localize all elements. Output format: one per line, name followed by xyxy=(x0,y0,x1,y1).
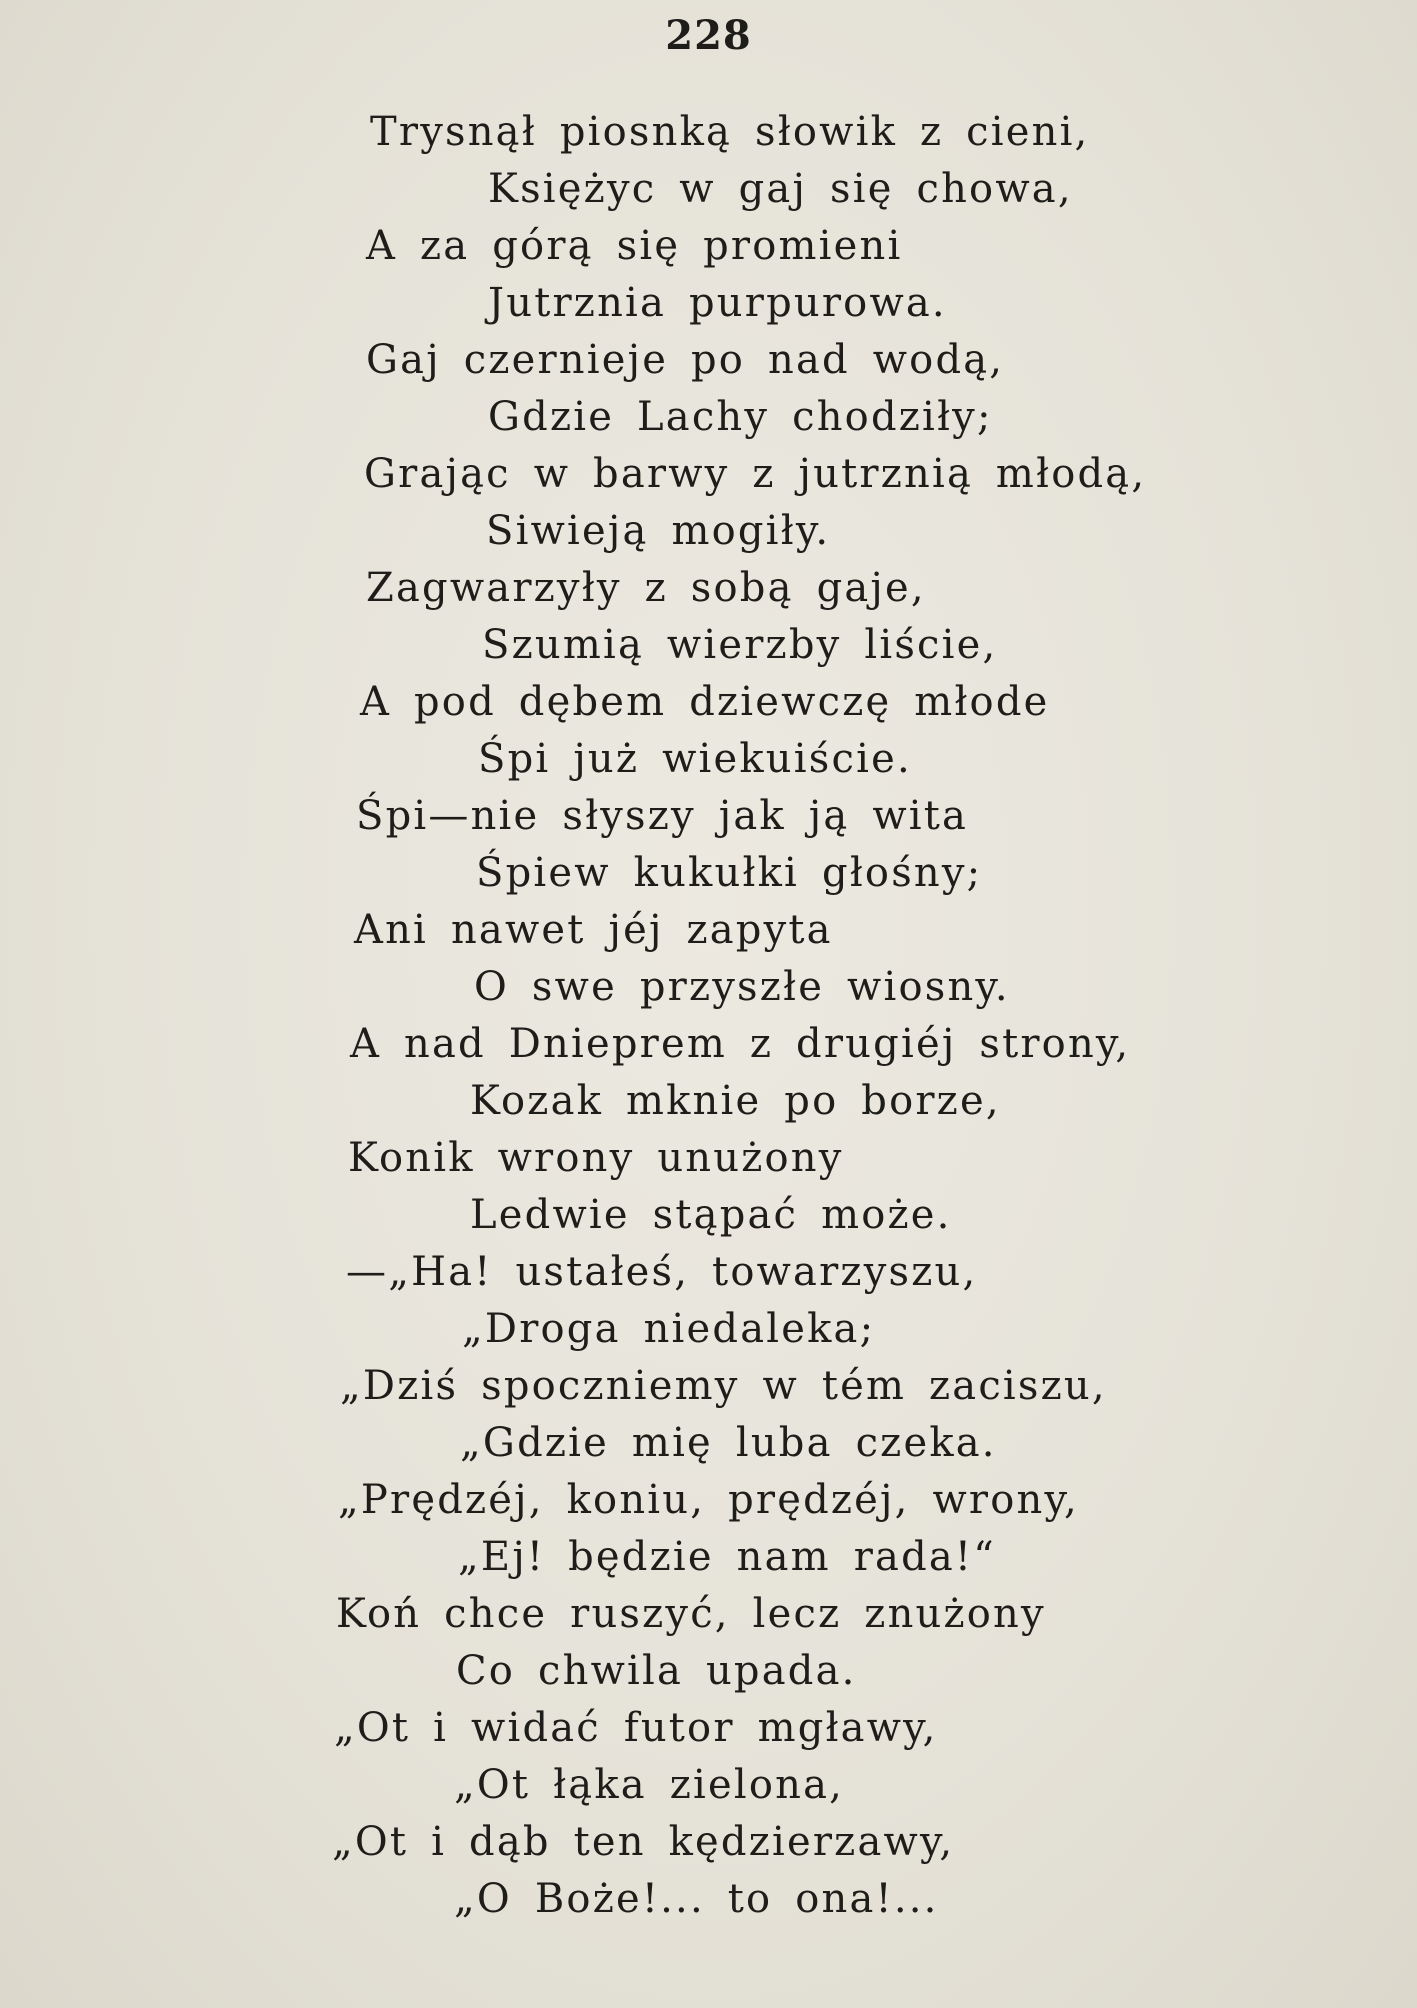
poem-line: „Gdzie mię luba czeka. xyxy=(460,1420,997,1466)
poem-line: Jutrznia purpurowa. xyxy=(488,280,947,326)
poem-line: „O Boże!... to ona!... xyxy=(454,1876,939,1922)
poem-line: Śpi już wiekuiście. xyxy=(478,736,912,782)
poem-line: Grając w barwy z jutrznią młodą, xyxy=(364,451,1147,497)
poem-line: O swe przyszłe wiosny. xyxy=(474,964,1010,1010)
poem-line: Gdzie Lachy chodziły; xyxy=(488,394,993,440)
poem-line: „Ej! będzie nam rada!“ xyxy=(458,1534,996,1580)
poem-line: „Droga niedaleka; xyxy=(462,1306,876,1352)
poem-line: A za górą się promieni xyxy=(366,223,903,269)
poem-line: Konik wrony unużony xyxy=(348,1135,844,1181)
poem-line: „Ot i dąb ten kędzierzawy, xyxy=(332,1819,955,1865)
poem-line: Ani nawet jéj zapyta xyxy=(354,907,833,953)
poem-line: „Ot łąka zielona, xyxy=(454,1762,845,1808)
poem-line: „Prędzéj, koniu, prędzéj, wrony, xyxy=(338,1477,1079,1523)
poem-line: Śpi—nie słyszy jak ją wita xyxy=(356,793,969,839)
poem-line: Księżyc w gaj się chowa, xyxy=(488,166,1073,212)
poem-line: A pod dębem dziewczę młode xyxy=(360,679,1050,725)
page-number: 228 xyxy=(665,12,752,59)
poem-line: „Ot i widać futor mgławy, xyxy=(334,1705,938,1751)
poem-line: Trysnął piosnką słowik z cieni, xyxy=(370,109,1090,155)
poem-line: Gaj czernieje po nad wodą, xyxy=(366,337,1005,383)
poem-line: Ledwie stąpać może. xyxy=(470,1192,952,1238)
poem-line: Zagwarzyły z sobą gaje, xyxy=(366,565,926,611)
poem-line: Kozak mknie po borze, xyxy=(470,1078,1001,1124)
poem-line: Koń chce ruszyć, lecz znużony xyxy=(336,1591,1046,1637)
poem-line: A nad Dnieprem z drugiéj strony, xyxy=(350,1021,1131,1067)
poem-line: „Dziś spoczniemy w tém zaciszu, xyxy=(340,1363,1107,1409)
poem-line: Śpiew kukułki głośny; xyxy=(476,850,983,896)
poem-line: Co chwila upada. xyxy=(456,1648,857,1694)
poem-line: —„Ha! ustałeś, towarzyszu, xyxy=(346,1249,978,1295)
poem-line: Szumią wierzby liście, xyxy=(482,622,998,668)
poem-line: Siwieją mogiły. xyxy=(486,508,831,554)
